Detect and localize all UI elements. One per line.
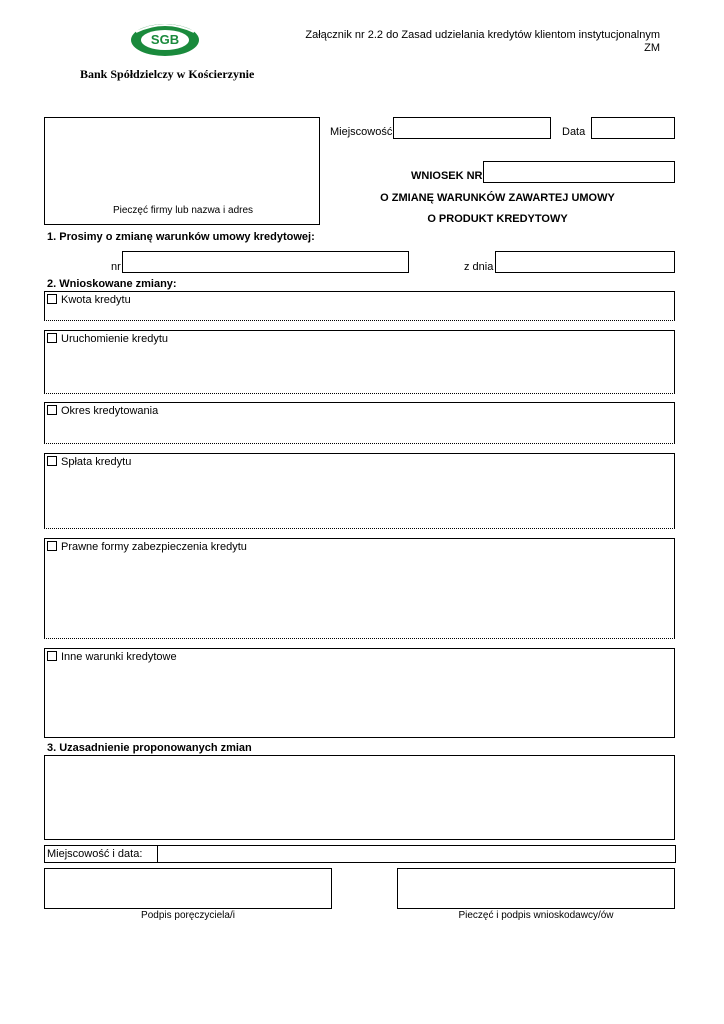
guarantor-signature-box[interactable] [44, 868, 332, 909]
contract-date-label: z dnia [464, 261, 494, 273]
guarantor-signature-label: Podpis poręczyciela/i [141, 910, 235, 921]
attachment-line-1: Załącznik nr 2.2 do Zasad udzielania kredytów klientom instytucjonalnym [305, 29, 660, 41]
amount-checkbox[interactable] [47, 294, 57, 304]
period-label: Okres kredytowania [61, 405, 159, 417]
place-date-label: Miejscowość i data: [47, 848, 143, 860]
stamp-box[interactable] [44, 117, 320, 225]
bank-name: Bank Spółdzielczy w Kościerzynie [80, 67, 255, 81]
section1-heading: 1. Prosimy o zmianę warunków umowy kredytowej: [47, 231, 315, 243]
repayment-label: Spłata kredytu [61, 456, 132, 468]
other-label: Inne warunki kredytowe [61, 651, 177, 663]
contract-date-field[interactable] [495, 251, 675, 273]
section2-heading: 2. Wnioskowane zmiany: [47, 278, 177, 290]
date-label: Data [562, 126, 586, 138]
change-box-other[interactable] [44, 648, 675, 738]
place-date-row [44, 845, 675, 863]
request-no-field[interactable] [483, 161, 675, 183]
change-box-repayment[interactable] [44, 453, 675, 529]
other-checkbox[interactable] [47, 651, 57, 661]
justification-box[interactable] [44, 755, 675, 840]
period-checkbox[interactable] [47, 405, 57, 415]
place-field[interactable] [393, 117, 551, 139]
date-field[interactable] [591, 117, 675, 139]
collateral-checkbox[interactable] [47, 541, 57, 551]
collateral-label: Prawne formy zabezpieczenia kredytu [61, 541, 247, 553]
contract-nr-field[interactable] [122, 251, 409, 273]
request-title-2: O PRODUKT KREDYTOWY [427, 213, 568, 225]
attachment-line-2: ZM [644, 42, 660, 54]
place-label: Miejscowość [330, 126, 393, 138]
place-date-field[interactable] [157, 845, 676, 863]
change-box-collateral[interactable] [44, 538, 675, 639]
applicant-signature-label: Pieczęć i podpis wnioskodawcy/ów [458, 910, 614, 921]
applicant-signature-box[interactable] [397, 868, 675, 909]
logo-text: SGB [150, 32, 180, 47]
change-box-disbursement[interactable] [44, 330, 675, 394]
stamp-label: Pieczęć firmy lub nazwa i adres [112, 205, 254, 216]
request-no-label: WNIOSEK NR [411, 170, 483, 182]
change-box-amount[interactable] [44, 291, 675, 321]
logo [130, 22, 200, 58]
contract-nr-label: nr [111, 261, 121, 273]
disbursement-label: Uruchomienie kredytu [61, 333, 168, 345]
disbursement-checkbox[interactable] [47, 333, 57, 343]
change-box-period[interactable] [44, 402, 675, 444]
repayment-checkbox[interactable] [47, 456, 57, 466]
section3-heading: 3. Uzasadnienie proponowanych zmian [47, 742, 252, 754]
request-title-1: O ZMIANĘ WARUNKÓW ZAWARTEJ UMOWY [380, 192, 615, 204]
amount-label: Kwota kredytu [61, 294, 131, 306]
